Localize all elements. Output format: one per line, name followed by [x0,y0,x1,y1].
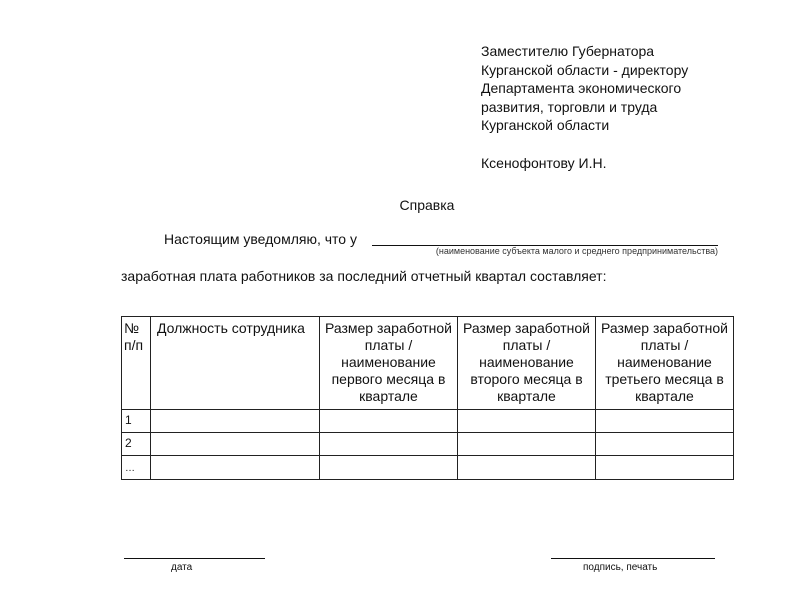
addressee-line: Департамента экономического [481,80,682,96]
notice-text: Настоящим уведомляю, что у [164,231,357,247]
cell-month-1[interactable] [320,433,458,456]
row-number: 2 [122,433,151,456]
signature-label: подпись, печать [583,562,658,573]
addressee-line: Курганской области - директору [481,61,689,78]
salary-statement: заработная плата работников за последний отчетный квартал составляет: [121,268,607,284]
cell-month-1[interactable] [320,410,458,433]
addressee-name: Ксенофонтову И.Н. [481,154,607,171]
addressee-line: Курганской области [481,117,610,133]
table-row [122,433,734,456]
table-row [122,410,734,433]
entity-name-hint: (наименование субъекта малого и среднего предпринимательства) [435,246,718,256]
cell-month-3[interactable] [596,456,734,480]
signature-line[interactable] [551,558,715,559]
cell-position[interactable] [151,433,320,456]
addressee-block [481,42,688,172]
document-title: Справка [399,197,455,213]
row-number: … [122,456,151,480]
header-number: № п/п [122,317,151,410]
cell-month-2[interactable] [458,433,596,456]
cell-position[interactable] [151,456,320,480]
table-header-row [122,317,734,410]
cell-month-3[interactable] [596,410,734,433]
header-month-3: Размер заработной платы / наименование третьего месяца в квартале [596,317,734,410]
cell-position[interactable] [151,410,320,433]
date-label: дата [171,562,193,573]
header-month-2: Размер заработной платы / наименование второго месяца в квартале [458,317,596,410]
addressee-line: Заместителю Губернатора [481,43,655,59]
cell-month-2[interactable] [458,410,596,433]
date-line[interactable] [124,558,265,559]
row-number: 1 [122,410,151,433]
cell-month-1[interactable] [320,456,458,480]
cell-month-2[interactable] [458,456,596,480]
addressee-line: развития, торговли и труда [481,98,658,115]
table-row [122,456,734,480]
header-position: Должность сотрудника [151,317,320,410]
cell-month-3[interactable] [596,433,734,456]
header-month-1: Размер заработной платы / наименование первого месяца в квартале [320,317,458,410]
salary-table [121,316,734,480]
